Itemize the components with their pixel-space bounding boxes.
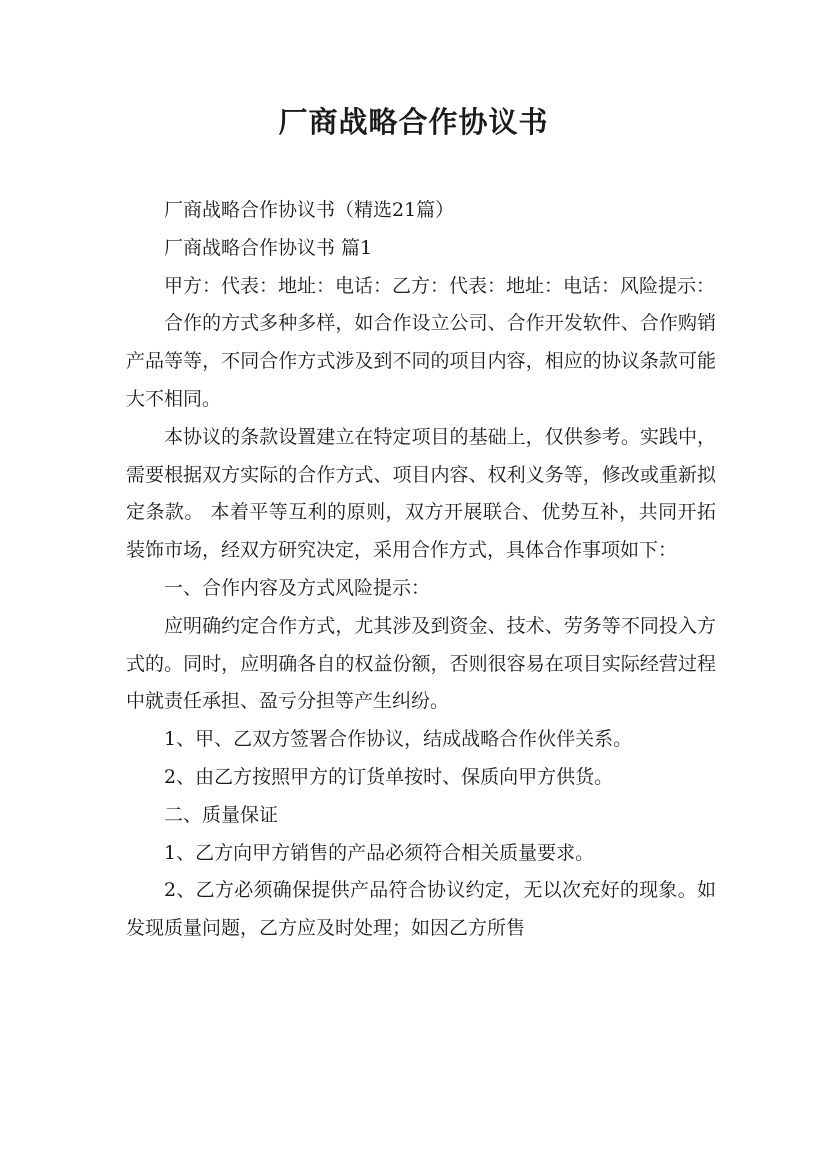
paragraph: 2、由乙方按照甲方的订货单按时、保质向甲方供货。	[164, 765, 614, 788]
paragraph: 本协议的条款设置建立在特定项目的基础上，仅供参考。实践中，需要根据双方实际的合作方式、项目内容、权利义务等，修改或重新拟定条款。 本着平等互利的原则，双方开展联合、优势互补，共同开拓装饰市场，经双方研究决定，采用合作方式，具体合作事项如下：	[126, 425, 716, 562]
paragraph: 应明确约定合作方式，尤其涉及到资金、技术、劳务等不同投入方式的。同时，应明确各自的权益份额，否则很容易在项目实际经营过程中就责任承担、盈亏分担等产生纠纷。	[126, 614, 716, 713]
paragraph: 厂商战略合作协议书（精选21篇）	[164, 199, 455, 221]
paragraph: 二、质量保证	[164, 803, 279, 826]
paragraph: 甲方：代表：地址：电话：乙方：代表：地址：电话：风险提示：	[164, 274, 716, 297]
document-title: 厂商战略合作协议书	[278, 105, 549, 139]
paragraph: 1、甲、乙双方签署合作协议，结成战略合作伙伴关系。	[164, 728, 633, 751]
paragraph: 合作的方式多种多样，如合作设立公司、合作开发软件、合作购销产品等等，不同合作方式涉及到不同的项目内容，相应的协议条款可能大不相同。	[126, 312, 716, 410]
paragraph: 厂商战略合作协议书 篇1	[164, 236, 373, 259]
document-body	[126, 192, 716, 948]
paragraph: 1、乙方向甲方销售的产品必须符合相关质量要求。	[164, 841, 595, 864]
paragraph: 2、乙方必须确保提供产品符合协议约定，无以次充好的现象。如发现质量问题，乙方应及时处理；如因乙方所售	[126, 879, 716, 940]
paragraph: 一、合作内容及方式风险提示：	[164, 576, 431, 599]
